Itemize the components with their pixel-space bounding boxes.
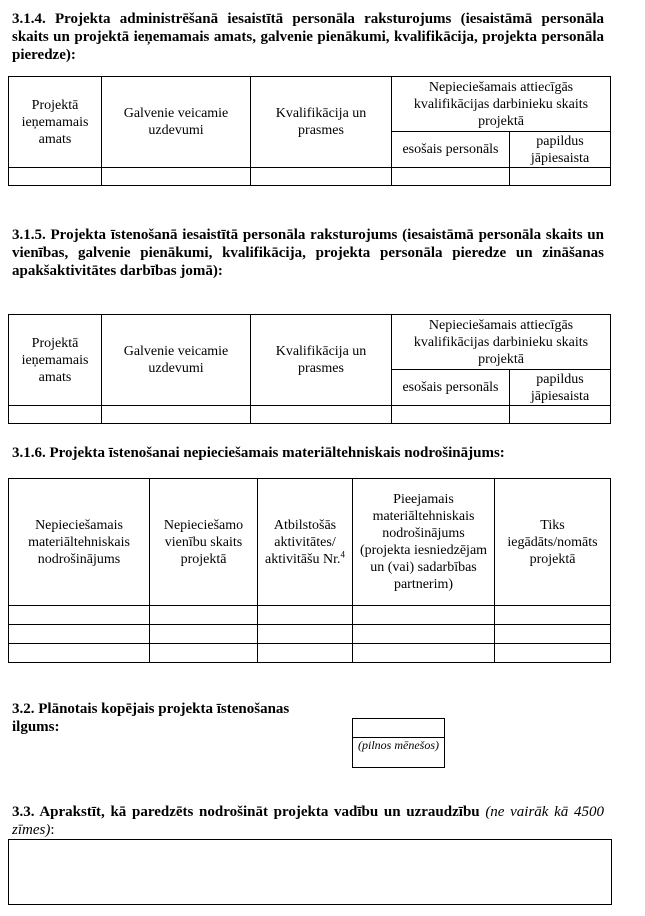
col-units: Nepieciešamo vienību skaits projektā: [150, 479, 258, 606]
table-cell[interactable]: [392, 406, 510, 424]
table-cell[interactable]: [102, 406, 251, 424]
col-tasks: Galvenie veicamie uzdevumi: [102, 77, 251, 168]
table-cell[interactable]: [353, 606, 495, 625]
table-cell[interactable]: [510, 406, 611, 424]
table-row[interactable]: [9, 644, 611, 663]
implementation-staff-table: [8, 314, 611, 424]
col-available: Pieejamais materiāltehniskais nodrošinājums (projekta iesniedzējam un (vai) sadarbības partnerim): [353, 479, 495, 606]
table-cell[interactable]: [495, 606, 611, 625]
table-cell[interactable]: [9, 644, 150, 663]
col-acquired: Tiks iegādāts/nomāts projektā: [495, 479, 611, 606]
col-position: Projektā ieņemamais amats: [9, 77, 102, 168]
footnote-ref: 4: [340, 548, 345, 559]
col-existing: esošais personāls: [392, 132, 510, 168]
section-33-title: 3.3. Aprakstīt, kā paredzēts nodrošināt projekta vadību un uzraudzību: [12, 804, 480, 820]
description-textarea[interactable]: [8, 839, 612, 905]
table-cell[interactable]: [495, 644, 611, 663]
table-cell[interactable]: [510, 168, 611, 186]
table-cell[interactable]: [353, 625, 495, 644]
table-cell[interactable]: [258, 625, 353, 644]
table-cell[interactable]: [102, 168, 251, 186]
table-cell[interactable]: [9, 606, 150, 625]
material-provision-table: [8, 478, 611, 663]
col-staff-needed: Nepieciešamais attiecīgās kvalifikācijas darbinieku skaits projektā: [392, 77, 611, 132]
table-cell[interactable]: [9, 406, 102, 424]
table-cell[interactable]: [258, 644, 353, 663]
duration-unit: (pilnos mēnešos): [358, 738, 439, 752]
col-provision: Nepieciešamais materiāltehniskais nodrošinājums: [9, 479, 150, 606]
col-activity-label: Atbilstošās aktivitātes/ aktivitāšu Nr.: [265, 517, 341, 567]
table-cell[interactable]: [251, 168, 392, 186]
col-additional: papildus jāpiesaista: [510, 370, 611, 406]
duration-input[interactable]: [353, 719, 444, 738]
table-row[interactable]: [9, 625, 611, 644]
col-tasks: Galvenie veicamie uzdevumi: [102, 315, 251, 406]
table-cell[interactable]: [9, 625, 150, 644]
table-cell[interactable]: [353, 644, 495, 663]
section-33-colon: :: [50, 822, 55, 838]
admin-staff-table: [8, 76, 611, 186]
col-existing: esošais personāls: [392, 370, 510, 406]
table-cell[interactable]: [150, 606, 258, 625]
section-314-heading: 3.1.4. Projekta administrēšanā iesaistītā personāla raksturojums (iesaistāmā personāla skaits un projektā ieņemamais amats, galvenie pienākumi, kvalifikācija, projekta personāla pieredze):: [12, 11, 604, 63]
col-staff-needed: Nepieciešamais attiecīgās kvalifikācijas darbinieku skaits projektā: [392, 315, 611, 370]
col-additional: papildus jāpiesaista: [510, 132, 611, 168]
table-cell[interactable]: [150, 625, 258, 644]
table-cell[interactable]: [251, 406, 392, 424]
section-32-heading: 3.2. Plānotais kopējais projekta īstenošanas ilgums:: [12, 701, 290, 735]
table-cell[interactable]: [9, 168, 102, 186]
table-row[interactable]: [9, 168, 611, 186]
table-cell[interactable]: [392, 168, 510, 186]
table-row[interactable]: [9, 606, 611, 625]
col-activity: [258, 479, 353, 606]
table-row[interactable]: [9, 406, 611, 424]
section-33-heading: [12, 803, 604, 839]
col-qualification: Kvalifikācija un prasmes: [251, 77, 392, 168]
section-316-heading: 3.1.6. Projekta īstenošanai nepieciešamais materiāltehniskais nodrošinājums:: [12, 445, 505, 461]
duration-box: [352, 718, 445, 768]
table-cell[interactable]: [495, 625, 611, 644]
section-33-note: (ne vairāk kā 4500 zīmes): [12, 804, 604, 838]
col-qualification: Kvalifikācija un prasmes: [251, 315, 392, 406]
table-cell[interactable]: [258, 606, 353, 625]
table-cell[interactable]: [150, 644, 258, 663]
section-315-heading: 3.1.5. Projekta īstenošanā iesaistītā personāla raksturojums (iesaistāmā personāla skaits un vienības, galvenie pienākumi, kvalifikācija, projekta personāla pieredze un zināšanas apakšaktivitātes darbības jomā):: [12, 227, 604, 279]
col-position: Projektā ieņemamais amats: [9, 315, 102, 406]
